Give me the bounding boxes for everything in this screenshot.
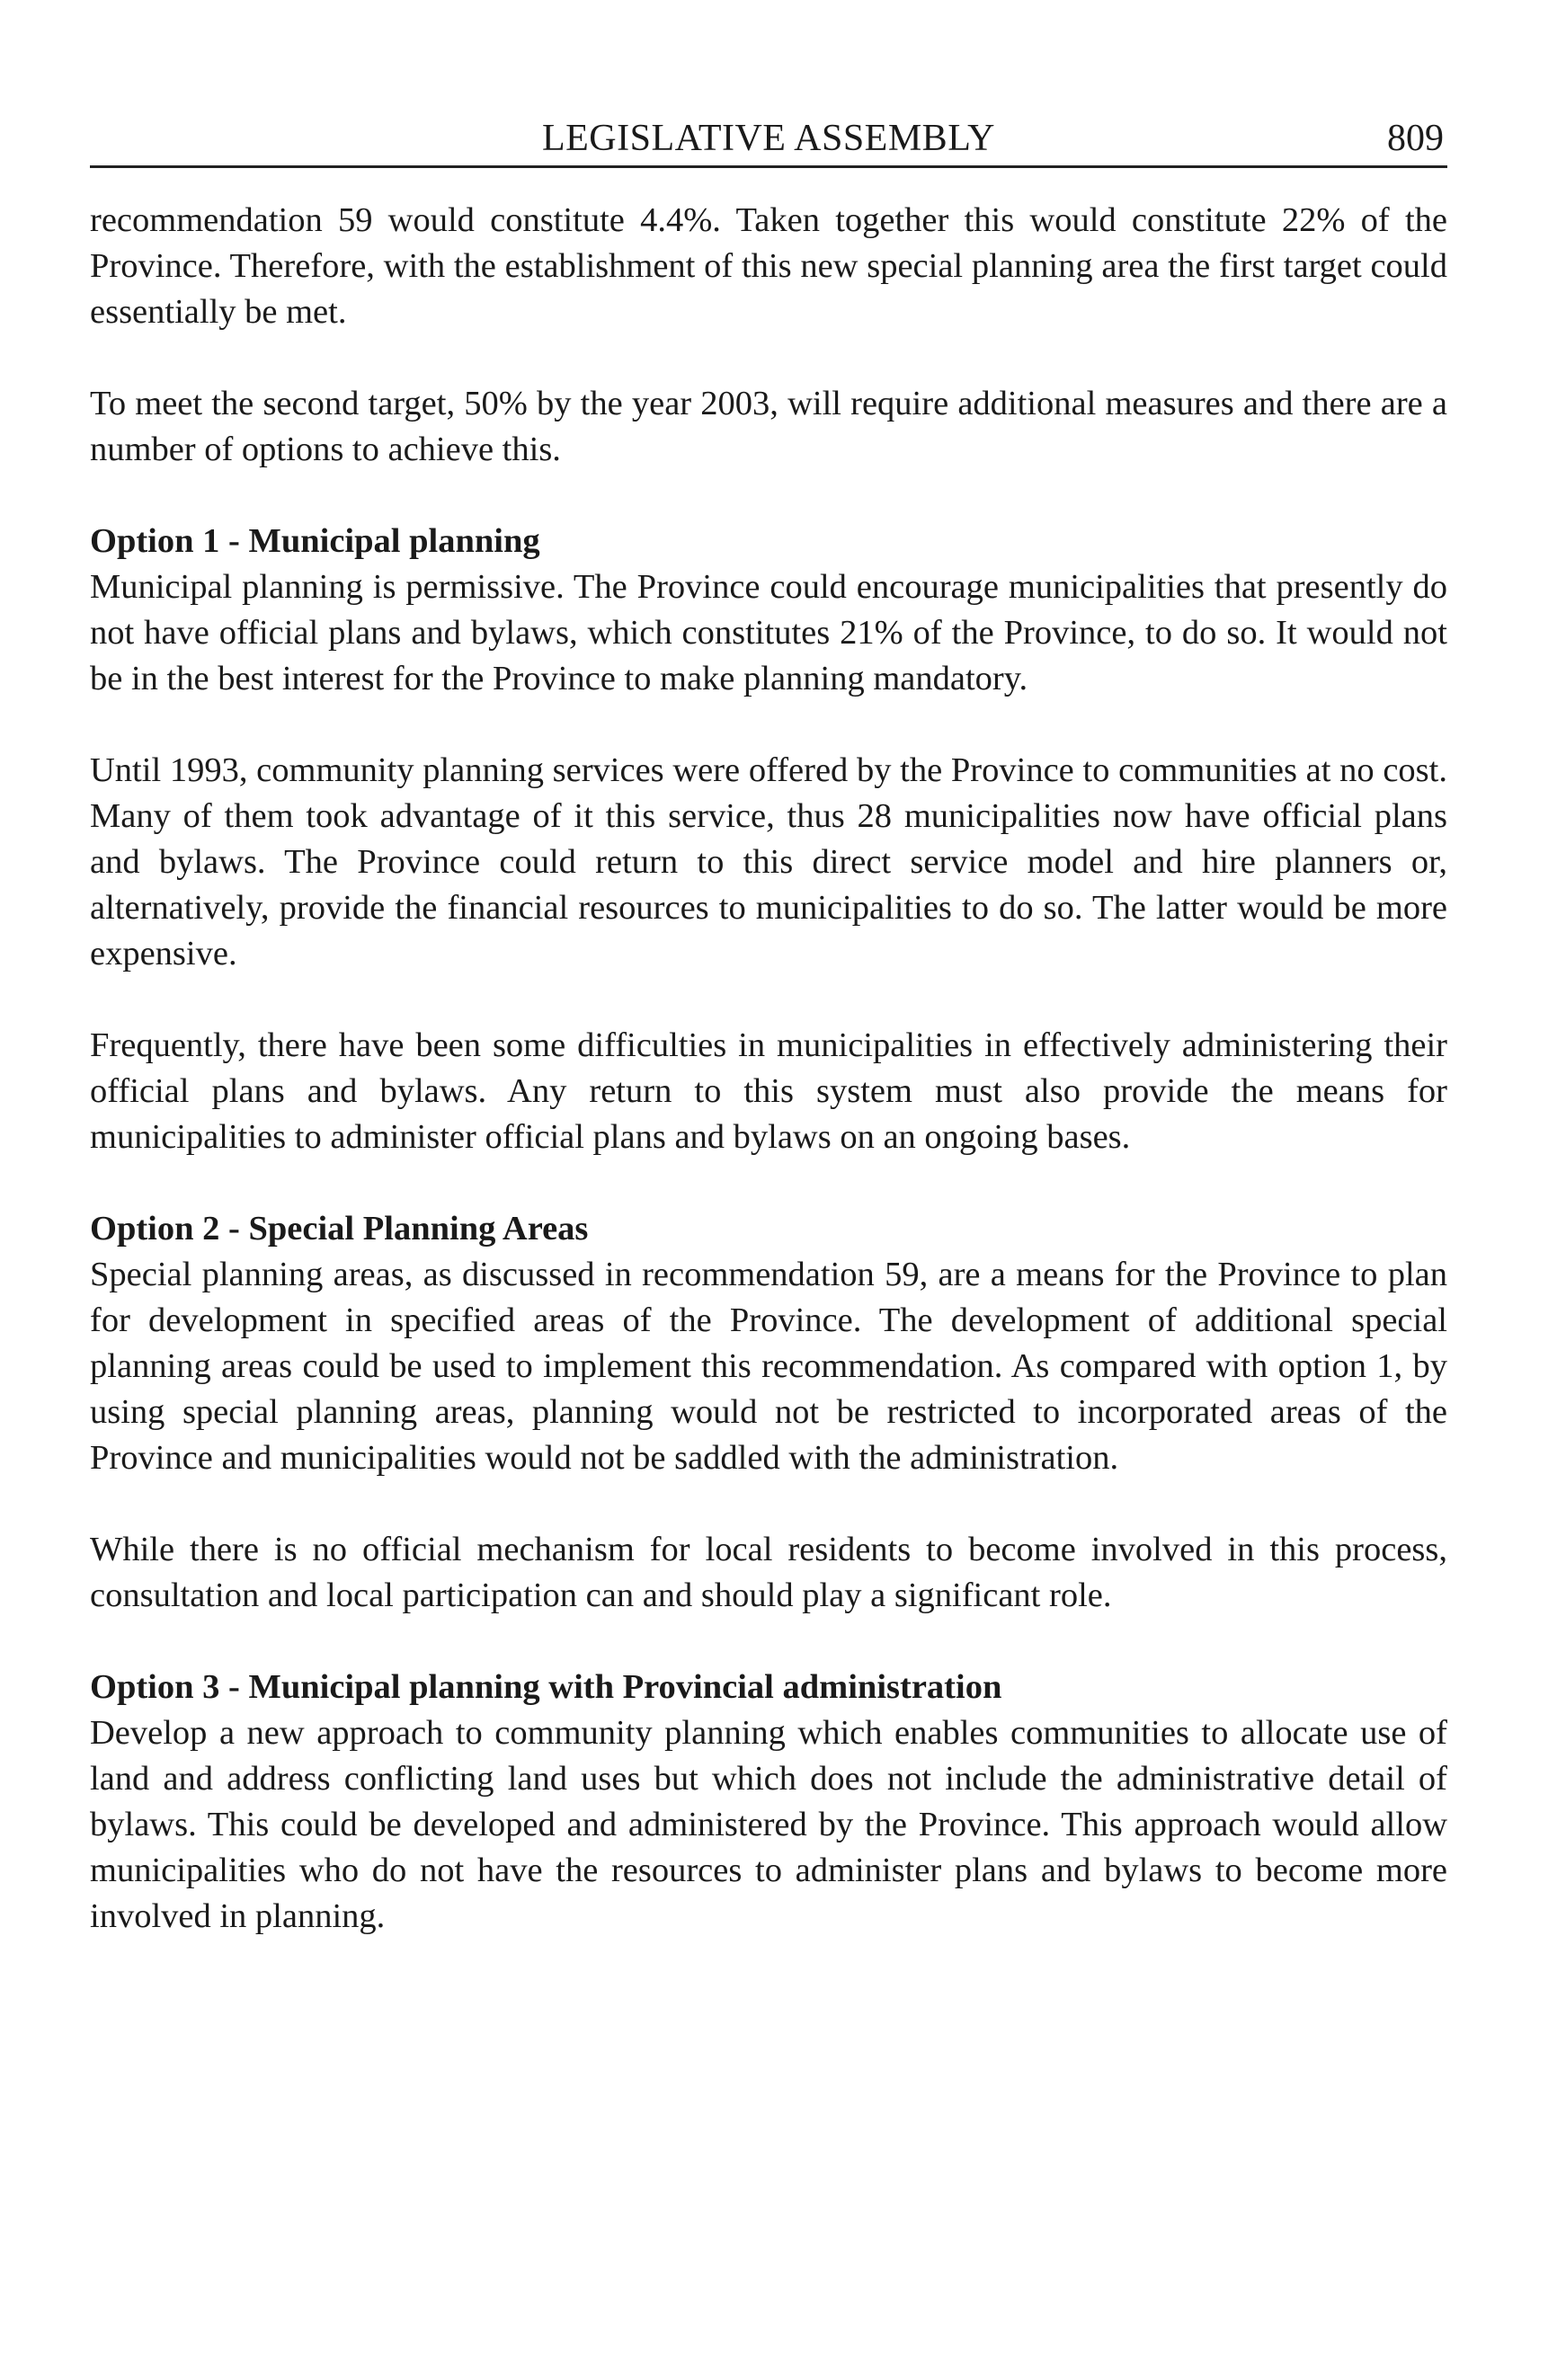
paragraph: While there is no official mechanism for local residents to become involved in this process, consultation and local participation can and should play a significant role.	[90, 1531, 1447, 1614]
section-heading-option-1: Option 1 - Municipal planning	[90, 522, 540, 560]
page-body	[90, 198, 1447, 1940]
page-number: 809	[1387, 118, 1444, 159]
header-title: LEGISLATIVE ASSEMBLY	[542, 118, 995, 159]
paragraph: Special planning areas, as discussed in recommendation 59, are a means for the Province to plan for development in specified areas of the Province. The development of additional special planning areas could be used to implement this recommendation. As compared with option 1, by using special planning areas, planning would not be restricted to incorporated areas of the Province and municipalities would not be saddled with the administration.	[90, 1256, 1447, 1477]
paragraph: recommendation 59 would constitute 4.4%. Taken together this would constitute 22% of the Province. Therefore, with the establishment of this new special planning area the first target could essentially be met.	[90, 201, 1447, 331]
section-heading-option-3: Option 3 - Municipal planning with Provincial administration	[90, 1668, 1002, 1706]
paragraph: Municipal planning is permissive. The Province could encourage municipalities that presently do not have official plans and bylaws, which constitutes 21% of the Province, to do so. It would not be in the best interest for the Province to make planning mandatory.	[90, 568, 1447, 697]
paragraph: Frequently, there have been some difficulties in municipalities in effectively administering their official plans and bylaws. Any return to this system must also provide the means for municipalities to administer official plans and bylaws on an ongoing bases.	[90, 1026, 1447, 1156]
paragraph: Until 1993, community planning services were offered by the Province to communities at no cost. Many of them took advantage of it this service, thus 28 municipalities now have official plans and bylaws. The Province could return to this direct service model and hire planners or, alternatively, provide the financial resources to municipalities to do so. The latter would be more expensive.	[90, 751, 1447, 972]
paragraph: Develop a new approach to community planning which enables communities to allocate use of land and address conflicting land uses but which does not include the administrative detail of bylaws. This could be developed and administered by the Province. This approach would allow municipalities who do not have the resources to administer plans and bylaws to become more involved in planning.	[90, 1714, 1447, 1935]
paragraph: To meet the second target, 50% by the year 2003, will require additional measures and there are a number of options to achieve this.	[90, 385, 1447, 468]
section-heading-option-2: Option 2 - Special Planning Areas	[90, 1210, 589, 1248]
page-header	[90, 115, 1447, 168]
